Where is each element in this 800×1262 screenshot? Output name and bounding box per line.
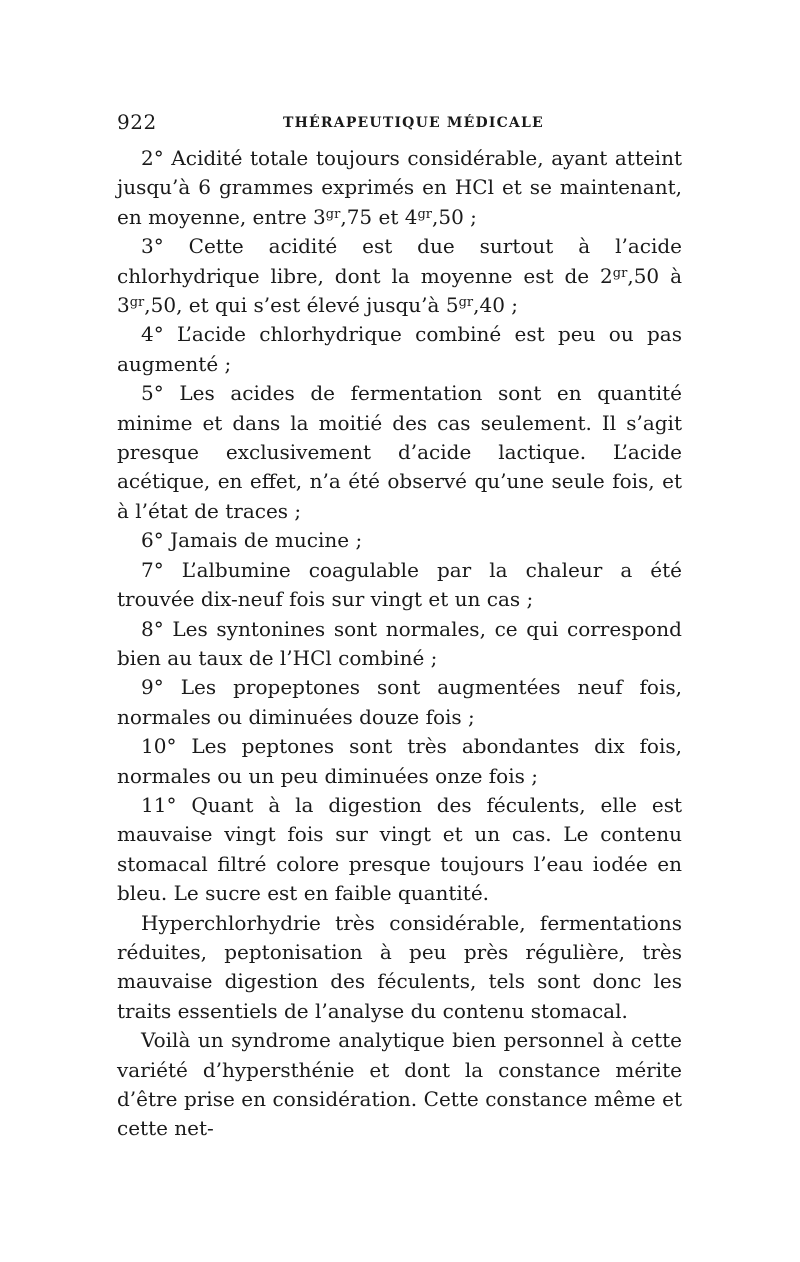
body-text [117,144,682,1144]
book-page [117,110,682,1144]
paragraph-item-8: 8° Les syntonines sont normales, ce qui correspond bien au taux de l’HCl combiné ; [117,616,682,670]
gram-abbreviation: gr [458,295,474,311]
paragraph-item-10: 10° Les peptones sont très abondantes dix fois, normales ou un peu diminuées onze fois ; [117,734,682,788]
paragraph-item-11: 11° Quant à la digestion des féculents, elle est mauvaise vingt fois sur vingt et un cas. Le contenu stomacal filtré colore presque toujours l’eau iodée en bleu. Le sucre est en faible quantité. [117,792,682,906]
paragraph-item-4: 4° L’acide chlorhydrique combiné est peu ou pas augmenté ; [117,322,682,376]
paragraph-item-6: 6° Jamais de mucine ; [141,528,363,553]
paragraph-item-3: 3° Cette acidité est due surtout à l’acide chlorhydrique libre, dont la moyenne est de $2^{gr},50$ à $3^{gr},50$, et qui s’est élevé jusqu’à $5^{gr},40$ ; [117,234,682,318]
gram-abbreviation: gr [612,265,628,281]
page-number: 922 [117,110,157,134]
gram-abbreviation: gr [325,206,341,222]
page-header [117,110,682,144]
summary-paragraph: Hyperchlorhydrie très considérable, fermentations réduites, peptonisation à peu près régulière, très mauvaise digestion des féculents, tels sont donc les traits essentiels de l’analyse du contenu stomacal. [117,910,682,1023]
paragraph-item-9: 9° Les propeptones sont augmentées neuf fois, normales ou diminuées douze fois ; [117,675,682,729]
paragraph-item-7: 7° L’albumine coagulable par la chaleur a été trouvée dix-neuf fois sur vingt et un cas ; [117,557,682,612]
closing-paragraph: Voilà un syndrome analytique bien personnel à cette variété d’hypersthénie et dont la constance mérite d’être prise en considération. Cette constance même et cette net- [117,1028,682,1141]
running-head: THÉRAPEUTIQUE MÉDICALE [283,115,544,131]
paragraph-item-5: 5° Les acides de fermentation sont en quantité minime et dans la moitié des cas seulement. Il s’agit presque exclusivement d’acide lactique. L’acide acétique, en effet, n’a été observé qu’une seule fois, et à l’état de traces ; [117,381,682,523]
gram-abbreviation: gr [129,295,145,311]
gram-abbreviation: gr [417,206,433,222]
paragraph-item-2: 2° Acidité totale toujours considérable, ayant atteint jusqu’à 6 grammes exprimés en HCl et se maintenant, en moyenne, entre $3^{gr},75$ et $4^{gr},50$ ; [117,146,682,229]
